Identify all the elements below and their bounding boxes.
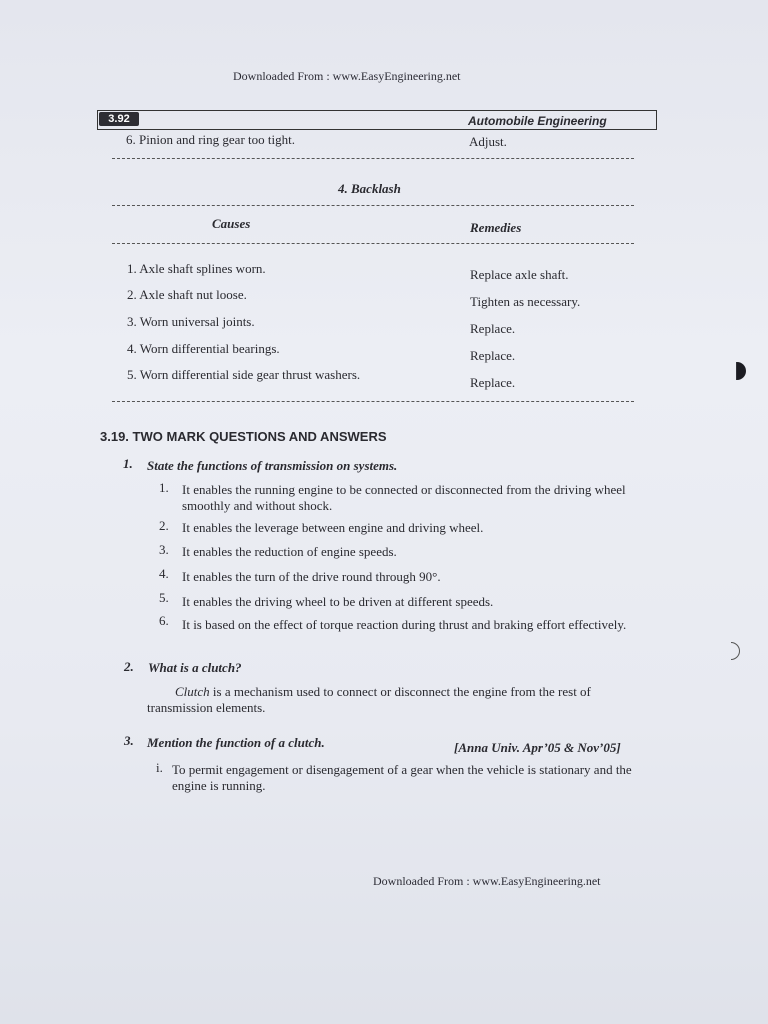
answer-number: 3. <box>159 542 169 557</box>
answer-text: It is based on the effect of torque reaction during thrust and braking effort effectively. <box>182 617 627 632</box>
answer-number: 6. <box>159 613 169 628</box>
question-number: 3. <box>124 733 134 748</box>
table-row-remedy: Replace. <box>470 375 516 390</box>
download-source-bottom: Downloaded From : www.EasyEngineering.net <box>373 874 601 888</box>
carryover-remedy: Adjust. <box>469 134 507 149</box>
answer-number: 4. <box>159 566 169 581</box>
answer-text: To permit engagement or disengagement of a gear when the vehicle is stationary and the engine is running. <box>172 762 632 793</box>
table-row-remedy: Tighten as necessary. <box>470 294 581 309</box>
question-text: Mention the function of a clutch. <box>147 735 325 750</box>
table-row-cause: 3. Worn universal joints. <box>127 314 255 329</box>
answer-text: It enables the driving wheel to be driven at different speeds. <box>182 594 494 609</box>
carryover-cause: 6. Pinion and ring gear too tight. <box>126 132 295 147</box>
question-text: What is a clutch? <box>148 660 242 675</box>
answer-text: It enables the running engine to be connected or disconnected from the driving wheel smoothly and without shock. <box>182 482 626 513</box>
table-row-cause: 2. Axle shaft nut loose. <box>127 287 247 302</box>
punch-hole <box>722 642 740 660</box>
answer-text: It enables the turn of the drive round through 90°. <box>182 569 441 584</box>
table-row-cause: 5. Worn differential side gear thrust washers. <box>127 367 361 382</box>
question-number: 1. <box>123 456 133 471</box>
answer-term: Clutch <box>175 684 210 699</box>
divider <box>112 158 634 159</box>
question-number: 2. <box>124 659 134 674</box>
page-number: 3.92 <box>99 112 139 126</box>
column-header-causes: Causes <box>212 216 251 231</box>
answer-text: is a mechanism used to connect or disconnect the engine from the rest of transmission elements. <box>147 684 591 715</box>
exam-citation: [Anna Univ. Apr’05 & Nov’05] <box>454 740 621 755</box>
table-row-remedy: Replace axle shaft. <box>470 267 569 282</box>
answer-number: 5. <box>159 590 169 605</box>
divider <box>112 401 634 402</box>
table-row-remedy: Replace. <box>470 321 516 336</box>
column-header-remedies: Remedies <box>470 220 522 235</box>
table-row-remedy: Replace. <box>470 348 516 363</box>
table-row-cause: 1. Axle shaft splines worn. <box>127 261 266 276</box>
section-title: 3.19. TWO MARK QUESTIONS AND ANSWERS <box>100 429 387 444</box>
answer-number: 2. <box>159 518 169 533</box>
table-row-cause: 4. Worn differential bearings. <box>127 341 280 356</box>
table-title: 4. Backlash <box>338 181 401 196</box>
answer-number: i. <box>156 760 163 775</box>
question-text: State the functions of transmission on systems. <box>147 458 398 473</box>
answer-text: It enables the reduction of engine speeds. <box>182 544 397 559</box>
answer-paragraph <box>147 684 657 716</box>
download-source-top: Downloaded From : www.EasyEngineering.net <box>233 69 461 83</box>
punch-hole <box>728 362 746 380</box>
answer-number: 1. <box>159 480 169 495</box>
answer-text: It enables the leverage between engine and driving wheel. <box>182 520 484 535</box>
book-title: Automobile Engineering <box>468 114 607 128</box>
divider <box>112 243 634 244</box>
divider <box>112 205 634 206</box>
